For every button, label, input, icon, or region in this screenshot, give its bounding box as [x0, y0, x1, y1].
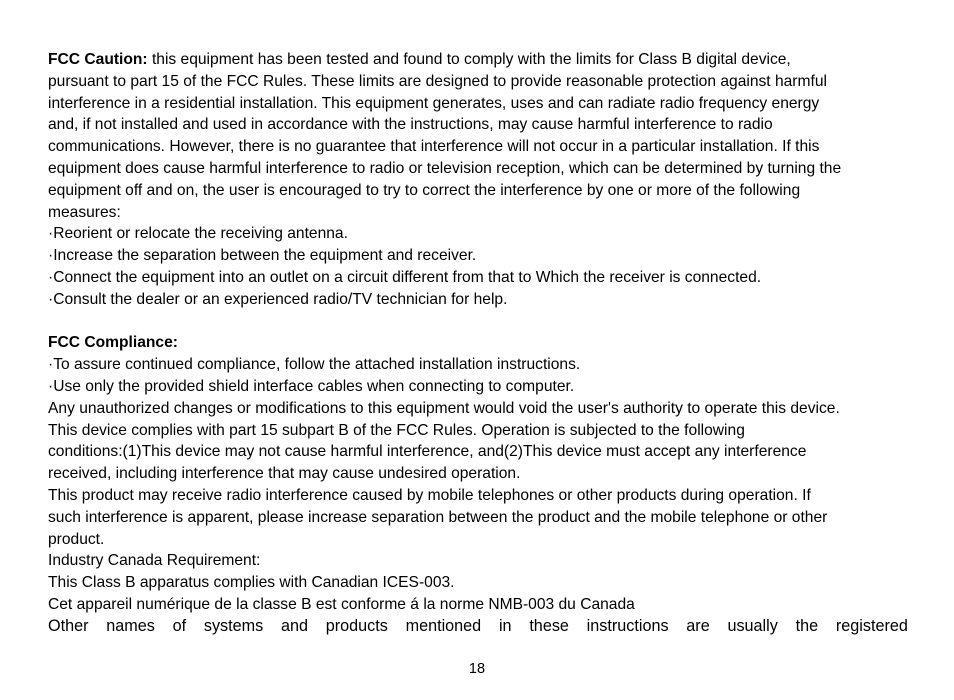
- paragraph-line: product.: [48, 530, 105, 548]
- paragraph-spacer: [48, 311, 908, 333]
- paragraph-line: Cet appareil numérique de la classe B est conforme á la norme NMB-003 du Canada: [48, 595, 635, 613]
- paragraph-line: This product may receive radio interference caused by mobile telephones or other products during operation. If: [48, 486, 811, 504]
- word: registered: [835, 616, 908, 635]
- word: products: [325, 616, 388, 635]
- word: and: [280, 616, 308, 635]
- paragraph-line: this equipment has been tested and found to comply with the limits for Class B digital device,: [147, 51, 791, 68]
- word: Other: [48, 616, 89, 635]
- paragraph-line: equipment off and on, the user is encouraged to try to correct the interference by one or more of the following: [48, 181, 801, 199]
- paragraph-line: ·Use only the provided shield interface cables when connecting to computer.: [48, 377, 575, 395]
- word: of: [172, 616, 187, 635]
- paragraph-line: equipment does cause harmful interference to radio or television reception, which can be determined by turning the: [48, 159, 842, 177]
- word: these: [529, 616, 569, 635]
- paragraph-line: Industry Canada Requirement:: [48, 552, 261, 570]
- measure-item: ·Consult the dealer or an experienced radio/TV technician for help.: [48, 290, 508, 308]
- word: in: [498, 616, 512, 635]
- measure-item: ·Reorient or relocate the receiving antenna.: [48, 225, 348, 243]
- word: usually: [727, 616, 778, 635]
- word: names: [106, 616, 155, 635]
- paragraph-line: and, if not installed and used in accordance with the instructions, may cause harmful interference to radio: [48, 116, 773, 134]
- paragraph-line: measures:: [48, 203, 121, 221]
- measure-item: ·Connect the equipment into an outlet on a circuit different from that to Which the receiver is connected.: [48, 268, 762, 286]
- page-content: [48, 49, 908, 638]
- paragraph-line: This device complies with part 15 subpart B of the FCC Rules. Operation is subjected to the following: [48, 421, 745, 439]
- fcc-caution-first-line: [48, 49, 908, 71]
- measure-item: ·Increase the separation between the equipment and receiver.: [48, 247, 477, 265]
- paragraph-line: such interference is apparent, please increase separation between the product and the mobile telephone or other: [48, 508, 828, 526]
- page-number: 18: [468, 661, 486, 677]
- paragraph-line: communications. However, there is no guarantee that interference will not occur in a particular installation. If this: [48, 138, 820, 156]
- word: the: [795, 616, 819, 635]
- paragraph-line: conditions:(1)This device may not cause harmful interference, and(2)This device must accept any interference: [48, 443, 807, 461]
- paragraph-line: interference in a residential installation. This equipment generates, uses and can radiate radio frequency energy: [48, 94, 820, 112]
- fcc-compliance-heading: FCC Compliance:: [48, 334, 178, 352]
- word: mentioned: [405, 616, 482, 635]
- paragraph-line: ·To assure continued compliance, follow the attached installation instructions.: [48, 356, 581, 374]
- word: are: [686, 616, 710, 635]
- word: systems: [203, 616, 264, 635]
- word: instructions: [586, 616, 669, 635]
- paragraph-line: received, including interference that may cause undesired operation.: [48, 465, 521, 483]
- paragraph-line: Any unauthorized changes or modifications to this equipment would void the user's authority to operate this device.: [48, 399, 840, 417]
- paragraph-line: This Class B apparatus complies with Canadian ICES-003.: [48, 574, 455, 592]
- paragraph-line: pursuant to part 15 of the FCC Rules. These limits are designed to provide reasonable protection against harmful: [48, 72, 827, 90]
- justified-last-line: [48, 616, 908, 638]
- fcc-caution-heading: FCC Caution:: [48, 51, 148, 68]
